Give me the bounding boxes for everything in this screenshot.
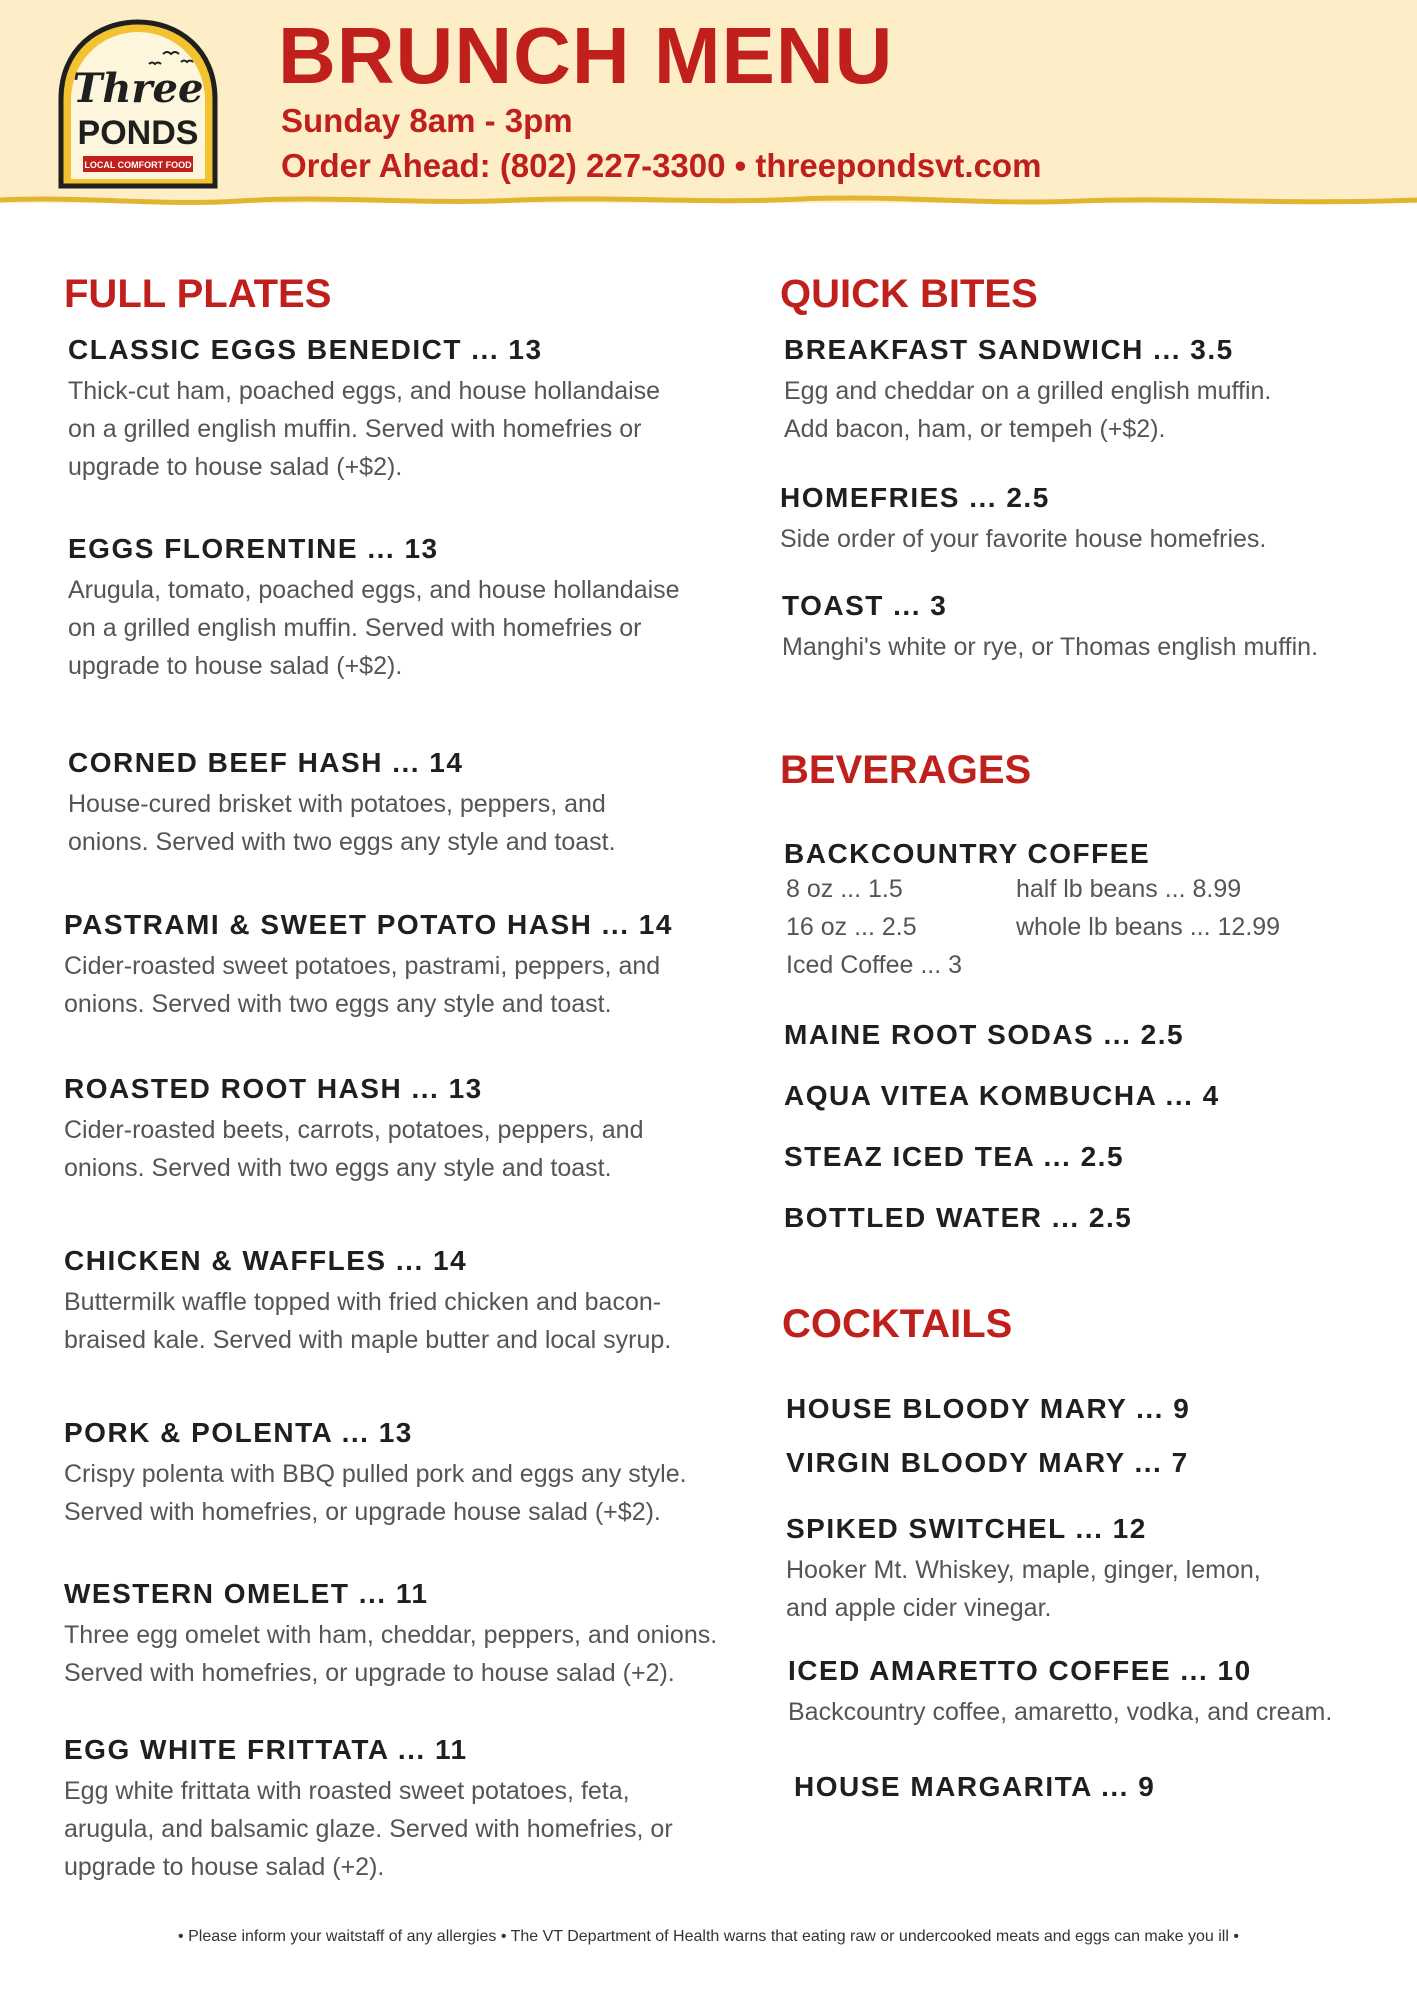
menu-item-name: CORNED BEEF HASH ... 14	[68, 747, 464, 778]
menu-item-description: Buttermilk waffle topped with fried chicken and bacon- braised kale. Served with maple butter and local syrup.	[64, 1288, 672, 1354]
menu-item-description: Thick-cut ham, poached eggs, and house hollandaise on a grilled english muffin. Served with homefries or upgrade to house salad (+$2).	[68, 377, 661, 481]
allergy-disclaimer: • Please inform your waitstaff of any allergies • The VT Department of Health warns that eating raw or undercooked meats and eggs can make you ill •	[178, 1928, 1239, 1945]
page-title: BRUNCH MENU	[278, 11, 894, 100]
menu-item-description: Side order of your favorite house homefries.	[780, 525, 1267, 553]
logo-text-ponds: PONDS	[77, 114, 199, 152]
menu-item-coffee	[784, 836, 1417, 872]
menu-item-name: ROASTED ROOT HASH ... 13	[64, 1073, 483, 1104]
menu-item	[64, 1732, 734, 1886]
menu-item	[64, 1243, 734, 1359]
menu-item	[68, 332, 738, 486]
menu-item	[782, 588, 1417, 666]
coffee-sizes-column	[786, 870, 962, 984]
price-line: Iced Coffee ... 3	[786, 951, 963, 979]
menu-item-name: PASTRAMI & SWEET POTATO HASH ... 14	[64, 909, 673, 940]
menu-item	[788, 1653, 1417, 1731]
menu-item-name: TOAST ... 3	[782, 590, 948, 621]
menu-item	[784, 1139, 1417, 1175]
menu-item-name: WESTERN OMELET ... 11	[64, 1578, 429, 1609]
menu-item-name: HOUSE BLOODY MARY ... 9	[786, 1393, 1191, 1424]
menu-item-name: HOUSE MARGARITA ... 9	[794, 1771, 1156, 1802]
price-line: half lb beans ... 8.99	[1016, 875, 1242, 903]
menu-item	[64, 1576, 734, 1692]
menu-item	[780, 480, 1417, 558]
menu-item	[786, 1511, 1417, 1627]
section-title-full-plates: FULL PLATES	[64, 272, 332, 316]
menu-item	[64, 907, 734, 1023]
menu-item-description: Backcountry coffee, amaretto, vodka, and cream.	[788, 1698, 1333, 1726]
menu-item	[786, 1445, 1417, 1481]
section-title-cocktails: COCKTAILS	[782, 1302, 1013, 1346]
price-line: 16 oz ... 2.5	[786, 913, 917, 941]
menu-item-name: BREAKFAST SANDWICH ... 3.5	[784, 334, 1234, 365]
menu-item-description: Hooker Mt. Whiskey, maple, ginger, lemon, and apple cider vinegar.	[786, 1556, 1261, 1622]
menu-item-description: Cider-roasted sweet potatoes, pastrami, peppers, and onions. Served with two eggs any style and toast.	[64, 952, 661, 1018]
menu-item	[64, 1415, 734, 1531]
opening-hours: Sunday 8am - 3pm	[281, 102, 573, 139]
price-line: 8 oz ... 1.5	[786, 875, 903, 903]
coffee-beans-column	[1016, 870, 1280, 946]
logo-tagline: LOCAL COMFORT FOOD	[84, 160, 192, 170]
logo-text-three: Three	[72, 65, 204, 112]
menu-item-description: House-cured brisket with potatoes, peppers, and onions. Served with two eggs any style and toast.	[68, 790, 616, 856]
menu-item-name: MAINE ROOT SODAS ... 2.5	[784, 1019, 1185, 1050]
menu-item-name: HOMEFRIES ... 2.5	[780, 482, 1050, 513]
menu-item-name: AQUA VITEA KOMBUCHA ... 4	[784, 1080, 1220, 1111]
section-title-beverages: BEVERAGES	[780, 748, 1032, 792]
menu-item-description: Manghi's white or rye, or Thomas english muffin.	[782, 633, 1319, 661]
menu-item-name: PORK & POLENTA ... 13	[64, 1417, 413, 1448]
menu-item-name: VIRGIN BLOODY MARY ... 7	[786, 1447, 1189, 1478]
menu-item	[784, 1200, 1417, 1236]
menu-item-name: STEAZ ICED TEA ... 2.5	[784, 1141, 1125, 1172]
order-ahead-info: Order Ahead: (802) 227-3300 • threepondsvt.com	[281, 147, 1042, 184]
menu-item-description: Egg white frittata with roasted sweet potatoes, feta, arugula, and balsamic glaze. Served with homefries, or upgrade to house salad (+2).	[64, 1777, 673, 1881]
header-torn-edge	[0, 192, 1417, 214]
menu-item	[784, 1078, 1417, 1114]
menu-item-name: EGGS FLORENTINE ... 13	[68, 533, 439, 564]
menu-item	[68, 531, 738, 685]
menu-item-name: BOTTLED WATER ... 2.5	[784, 1202, 1133, 1233]
menu-item	[68, 745, 738, 861]
menu-item	[786, 1391, 1417, 1427]
menu-item	[794, 1769, 1417, 1805]
menu-item-description: Egg and cheddar on a grilled english muffin. Add bacon, ham, or tempeh (+$2).	[784, 377, 1272, 443]
menu-item	[784, 1017, 1417, 1053]
menu-item-name: CHICKEN & WAFFLES ... 14	[64, 1245, 468, 1276]
menu-item-name: EGG WHITE FRITTATA ... 11	[64, 1734, 468, 1765]
menu-item-name: CLASSIC EGGS BENEDICT ... 13	[68, 334, 543, 365]
section-title-quick-bites: QUICK BITES	[780, 272, 1038, 316]
price-line: whole lb beans ... 12.99	[1016, 913, 1281, 941]
menu-item-description: Crispy polenta with BBQ pulled pork and eggs any style. Served with homefries, or upgrade house salad (+$2).	[64, 1460, 687, 1526]
menu-item-description: Arugula, tomato, poached eggs, and house hollandaise on a grilled english muffin. Served with homefries or upgrade to house salad (+$2).	[68, 576, 680, 680]
menu-item-name: ICED AMARETTO COFFEE ... 10	[788, 1655, 1252, 1686]
menu-item	[784, 332, 1417, 448]
menu-item-name: BACKCOUNTRY COFFEE	[784, 838, 1151, 869]
three-ponds-logo	[53, 14, 223, 194]
menu-item-description: Cider-roasted beets, carrots, potatoes, peppers, and onions. Served with two eggs any style and toast.	[64, 1116, 644, 1182]
menu-item-description: Three egg omelet with ham, cheddar, peppers, and onions. Served with homefries, or upgrade to house salad (+2).	[64, 1621, 718, 1687]
menu-item	[64, 1071, 734, 1187]
menu-item-name: SPIKED SWITCHEL ... 12	[786, 1513, 1147, 1544]
